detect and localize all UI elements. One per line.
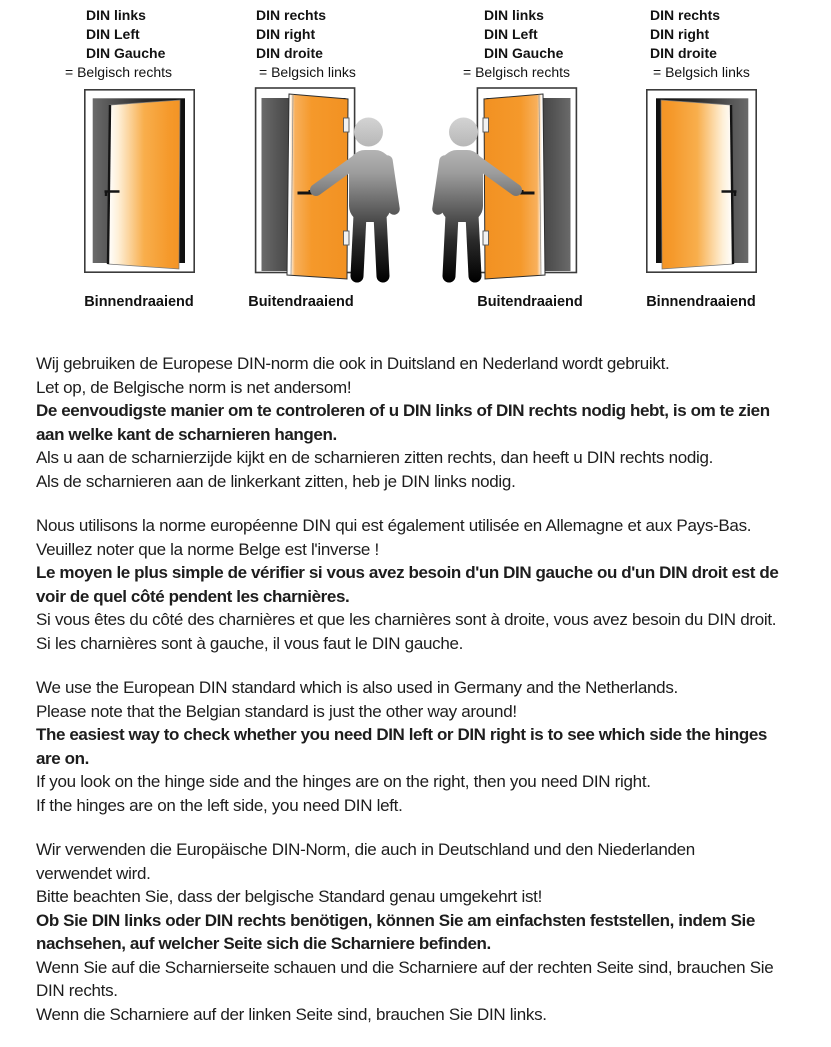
hinge-bottom-icon: [344, 231, 350, 245]
text-line: voir de quel côté pendent les charnières.: [36, 586, 350, 606]
header-line: DIN rechts: [650, 7, 721, 23]
paragraph-english: [36, 676, 828, 817]
hinge-bottom-icon: [483, 231, 489, 245]
header-line-belgian: = Belgsich links: [259, 64, 356, 80]
text-line: Wij gebruiken de Europese DIN-norm die ook in Duitsland en Nederland wordt gebruikt.: [36, 354, 670, 373]
text-line: aan welke kant de scharnieren hangen.: [36, 424, 337, 444]
person-leg: [449, 215, 452, 276]
text-line: nachsehen, auf welcher Seite sich die Scharniere befinden.: [36, 934, 491, 953]
text-line: The easiest way to check whether you need DIN left or DIN right is to see which side the hinges: [36, 725, 767, 744]
door-scene-mirrored: [438, 88, 576, 279]
text-line: Nous utilisons la norme européenne DIN qui est également utilisée en Allemagne et aux Pays-Bas.: [36, 516, 752, 535]
hinge-top-icon: [344, 118, 350, 132]
paragraph-german: [36, 838, 828, 1026]
person-leg: [380, 215, 383, 276]
hinge-top-icon: [483, 118, 489, 132]
text-line: Als u aan de scharnierzijde kijkt en de scharnieren zitten rechts, dan heeft u DIN rechts nodig.: [36, 448, 714, 467]
diagram-caption-1: Binnendraaiend: [84, 294, 194, 310]
door-panel: [661, 100, 733, 269]
header-line: DIN links: [86, 7, 146, 23]
text-line: Si vous êtes du côté des charnières et que les charnières sont à droite, vous avez besoin du DIN droit.: [36, 610, 777, 629]
diagram-caption-3: Buitendraaiend: [477, 294, 583, 310]
text-section: [36, 352, 828, 1047]
header-line-belgian: = Belgsich links: [653, 64, 750, 80]
person-leg: [472, 215, 475, 276]
door-diagram-inward-right-icon: [646, 89, 757, 273]
header-line: DIN Left: [484, 26, 538, 42]
text-line: If the hinges are on the left side, you need DIN left.: [36, 795, 403, 815]
door-scene-mirrored: [647, 90, 756, 272]
diagram-caption-2: Buitendraaiend: [248, 294, 354, 310]
text-line: Let op, de Belgische norm is net andersom!: [36, 377, 352, 397]
text-line: Si les charnières sont à gauche, il vous faut le DIN gauche.: [36, 633, 464, 653]
paragraph-dutch: [36, 352, 828, 493]
text-line: Bitte beachten Sie, dass der belgische Standard genau umgekehrt ist!: [36, 887, 542, 906]
paragraph-french: [36, 514, 828, 655]
header-line: DIN right: [256, 26, 316, 42]
header-line-belgian: = Belgisch rechts: [65, 64, 172, 80]
person-leg: [357, 215, 360, 276]
text-line: De eenvoudigste manier om te controleren of u DIN links of DIN rechts nodig hebt, is om te zien: [36, 401, 770, 420]
header-line: DIN right: [650, 26, 710, 42]
text-line: verwendet wird.: [36, 863, 151, 883]
text-line: Wenn die Scharniere auf der linken Seite sind, brauchen Sie DIN links.: [36, 1004, 547, 1024]
header-line-belgian: = Belgisch rechts: [463, 64, 570, 80]
header-line: DIN droite: [650, 45, 717, 61]
diagram-header-1: [65, 6, 172, 82]
diagram-caption-4: Binnendraaiend: [646, 294, 756, 310]
text-line: Als de scharnieren aan de linkerkant zitten, heb je DIN links nodig.: [36, 471, 516, 491]
diagram-header-2: [256, 6, 356, 82]
text-line: Ob Sie DIN links oder DIN rechts benötigen, können Sie am einfachsten feststellen, indem Sie: [36, 910, 755, 930]
text-line: We use the European DIN standard which is also used in Germany and the Netherlands.: [36, 678, 678, 697]
text-line: Le moyen le plus simple de vérifier si vous avez besoin d'un DIN gauche ou d'un DIN droit est de: [36, 563, 779, 582]
header-line: DIN droite: [256, 45, 323, 61]
door-panel: [108, 100, 180, 269]
diagram-header-4: [650, 6, 750, 82]
text-line: Veuillez noter que la norme Belge est l'inverse !: [36, 539, 379, 559]
text-line: DIN rechts.: [36, 981, 118, 1000]
header-line: DIN links: [484, 7, 544, 23]
header-line: DIN Left: [86, 26, 140, 42]
text-line: Wir verwenden die Europäische DIN-Norm, die auch in Deutschland und den Niederlanden: [36, 840, 695, 859]
header-line: DIN rechts: [256, 7, 327, 23]
text-line: If you look on the hinge side and the hinges are on the right, then you need DIN right.: [36, 772, 651, 791]
header-line: DIN Gauche: [86, 45, 166, 61]
diagram-header-3: [463, 6, 570, 82]
door-diagram-inward-left-icon: [84, 89, 195, 273]
door-scene: [256, 88, 394, 279]
text-line: are on.: [36, 748, 89, 768]
header-line: DIN Gauche: [484, 45, 564, 61]
door-diagram-outward-left-icon: [432, 87, 582, 288]
text-line: Please note that the Belgian standard is just the other way around!: [36, 701, 517, 721]
door-diagram-outward-right-icon: [250, 87, 400, 288]
text-line: Wenn Sie auf die Scharnierseite schauen und die Scharniere auf der rechten Seite sind, brauchen Sie: [36, 957, 774, 977]
